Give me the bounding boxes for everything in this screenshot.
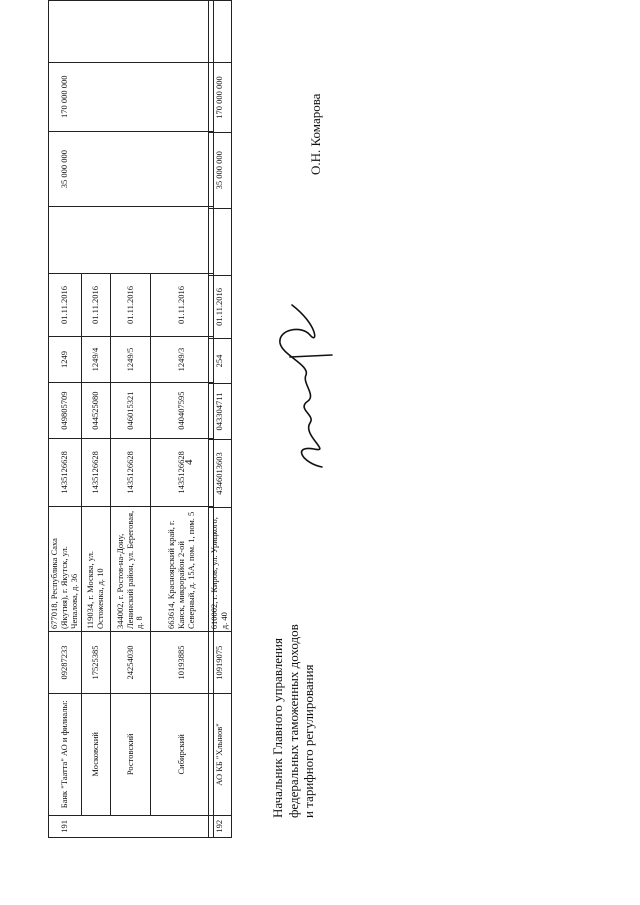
- address: 344002, г. Ростов-на-Дону, Ленинский район, ул. Береговая, д. 8: [111, 507, 151, 632]
- empty-cell: [111, 62, 151, 131]
- amount-single: 35 000 000: [49, 131, 82, 206]
- date: 01.11.2016: [111, 274, 151, 336]
- empty-cell: [151, 207, 214, 274]
- address: 677018, Республика Саха (Якутия), г. Якутск, ул. Чепалова, д. 36: [49, 507, 82, 632]
- inn: 1435126628: [49, 438, 82, 506]
- bik: 043304711: [209, 384, 232, 439]
- address: 119034, г. Москва, ул. Остоженка, д. 10: [82, 507, 111, 632]
- page-number: 4: [183, 459, 195, 465]
- empty-cell: [82, 62, 111, 131]
- branch-name: Московский: [82, 694, 111, 816]
- signatory-title: [270, 624, 317, 818]
- empty-cell: [151, 62, 214, 131]
- empty-cell: [49, 1, 82, 63]
- bik: 040407595: [151, 383, 214, 438]
- okpo-code: 09287233: [49, 632, 82, 694]
- amount-total: 170 000 000: [49, 62, 82, 131]
- registry-table-192: [208, 0, 232, 838]
- table-row: [82, 1, 111, 838]
- table-row: [111, 1, 151, 838]
- empty-cell: [82, 815, 111, 837]
- date: 01.11.2016: [209, 276, 232, 339]
- row-number: 191: [49, 815, 82, 837]
- registry-table: [48, 0, 214, 838]
- empty-cell: [49, 207, 82, 274]
- license-number: 1249/4: [82, 336, 111, 383]
- empty-cell: [111, 815, 151, 837]
- date: 01.11.2016: [82, 274, 111, 336]
- inn: 1435126628: [111, 438, 151, 506]
- empty-cell: [151, 815, 214, 837]
- okpo-code: 24254030: [111, 632, 151, 694]
- signatory-title-line: Начальник Главного управления: [270, 638, 285, 818]
- empty-cell: [111, 1, 151, 63]
- empty-cell: [82, 1, 111, 63]
- signatory-title-line: и тарифного регулирования: [301, 664, 317, 818]
- signatory-title-line: федеральных таможенных доходов: [285, 624, 301, 818]
- handwritten-signature: [262, 275, 342, 475]
- empty-cell: [111, 131, 151, 206]
- okpo-code: 10193885: [151, 632, 214, 694]
- date: 01.11.2016: [151, 274, 214, 336]
- bank-name: Банк "Таатта" АО и филиалы:: [49, 694, 82, 816]
- okpo-code: 10919075: [209, 632, 232, 694]
- license-number: 1249: [49, 336, 82, 383]
- bik: 044525080: [82, 383, 111, 438]
- amount-single: 35 000 000: [209, 132, 232, 208]
- empty-cell: [209, 1, 232, 63]
- table-row: [151, 1, 214, 838]
- amount-total: 170 000 000: [209, 63, 232, 133]
- bik: 049805709: [49, 383, 82, 438]
- empty-cell: [209, 208, 232, 275]
- address: 610002, г. Киров, ул. Урицкого, д. 40: [209, 508, 232, 632]
- address: 663614, Красноярский край, г. Канск, микрорайон 2-ой Северный, д. 15А, пом. 1, пом. 5: [151, 507, 214, 632]
- license-number: 254: [209, 338, 232, 384]
- inn: 1435126628: [151, 438, 214, 506]
- empty-cell: [151, 131, 214, 206]
- inn: 4346013603: [209, 439, 232, 507]
- table-row: [49, 1, 82, 838]
- bank-name: АО КБ "Хлынов": [209, 694, 232, 815]
- bik: 046015321: [111, 383, 151, 438]
- branch-name: Ростовский: [111, 694, 151, 816]
- inn: 1435126628: [82, 438, 111, 506]
- empty-cell: [82, 207, 111, 274]
- empty-cell: [151, 1, 214, 63]
- date: 01.11.2016: [49, 274, 82, 336]
- table-row: [209, 1, 232, 838]
- okpo-code: 17525385: [82, 632, 111, 694]
- row-number: 192: [209, 815, 232, 837]
- license-number: 1249/5: [111, 336, 151, 383]
- empty-cell: [111, 207, 151, 274]
- license-number: 1249/3: [151, 336, 214, 383]
- signatory-name: О.Н. Комарова: [308, 93, 323, 175]
- empty-cell: [82, 131, 111, 206]
- branch-name: Сибирский: [151, 694, 214, 816]
